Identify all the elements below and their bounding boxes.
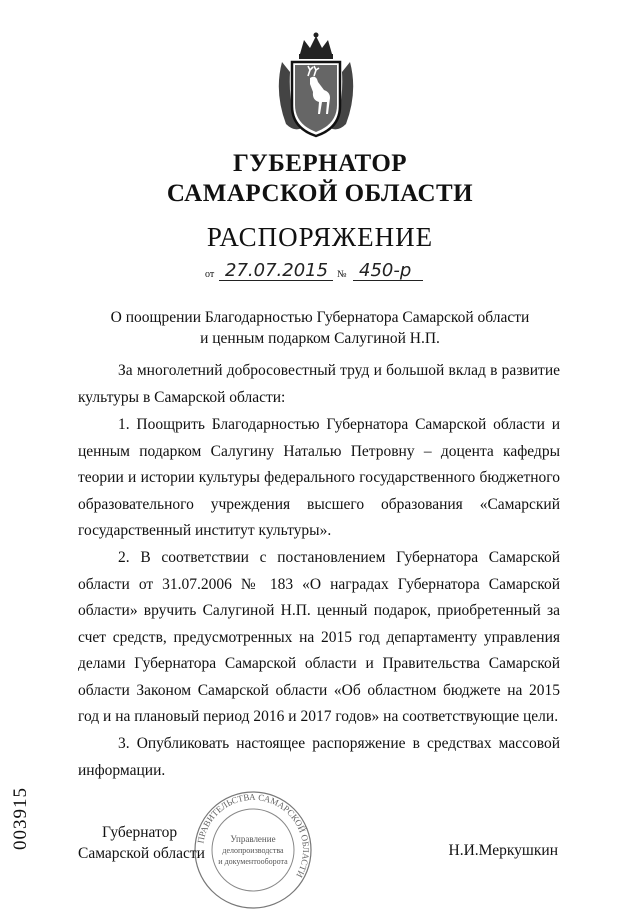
intro-text: За многолетний добросовестный труд и большой вклад в развитие культуры в Самарской области:	[78, 362, 560, 406]
handwritten-number: 450-р	[359, 260, 412, 281]
document-type-title: РАСПОРЯЖЕНИЕ	[206, 222, 434, 252]
item-2-text: 2. В соответствии с постановлением Губернатора Самарской области от 31.07.2006 № 183 «О наградах Губернатора Самарской области» вручить Салугиной Н.П. ценный подарок, приобретенный за счет средств, предусмотренных на 2015 год департаменту управления делами Губернатора Самарской области и Правительства Самарской области Законом Самарской области «Об областном бюджете на 2015 год и на плановый период 2016 и 2017 годов» на соответствующие цели.	[78, 549, 560, 725]
organization-title-line2: САМАРСКОЙ ОБЛАСТИ	[166, 180, 474, 207]
signatory-title-line2: Самарской области	[78, 845, 205, 862]
item-2-paragraph	[78, 545, 560, 731]
subject-line2: и ценным подарком Салугиной Н.П.	[200, 330, 440, 347]
stamp-line1: Управление	[230, 834, 276, 844]
signatory-title-line1: Губернатор	[102, 824, 178, 841]
signatory-name: Н.И.Меркушкин	[448, 842, 558, 859]
subject-line1: О поощрении Благодарностью Губернатора Самарской области	[110, 309, 530, 326]
date-from-label: от	[205, 269, 215, 280]
side-registration-number: 003915	[10, 787, 31, 850]
handwritten-date: 27.07.2015	[225, 260, 329, 281]
number-label: №	[337, 269, 347, 280]
item-1-paragraph	[78, 412, 560, 545]
stamp-ring-text: ПРАВИТЕЛЬСТВА САМАРСКОЙ ОБЛАСТИ	[195, 791, 312, 880]
item-1-text: 1. Поощрить Благодарностью Губернатора Самарской области и ценным подарком Салугину Наталью Петровну – доцента кафедры теории и истории культуры федерального государственного бюджетного образовательного учреждения высшего образования «Самарский государственный институт культуры».	[78, 416, 560, 539]
organization-title-line1: ГУБЕРНАТОР	[232, 150, 408, 177]
official-stamp	[188, 790, 318, 910]
item-3-paragraph	[78, 731, 560, 784]
item-3-text: 3. Опубликовать настоящее распоряжение в средствах массовой информации.	[78, 735, 560, 779]
date-number-line	[205, 258, 445, 284]
intro-paragraph	[78, 358, 560, 411]
coat-of-arms-icon	[272, 32, 360, 142]
signatory-title	[78, 822, 205, 864]
stamp-line2: делопроизводства	[222, 846, 284, 855]
stamp-line3: и документооборота	[218, 857, 288, 866]
document-subject	[0, 307, 640, 349]
